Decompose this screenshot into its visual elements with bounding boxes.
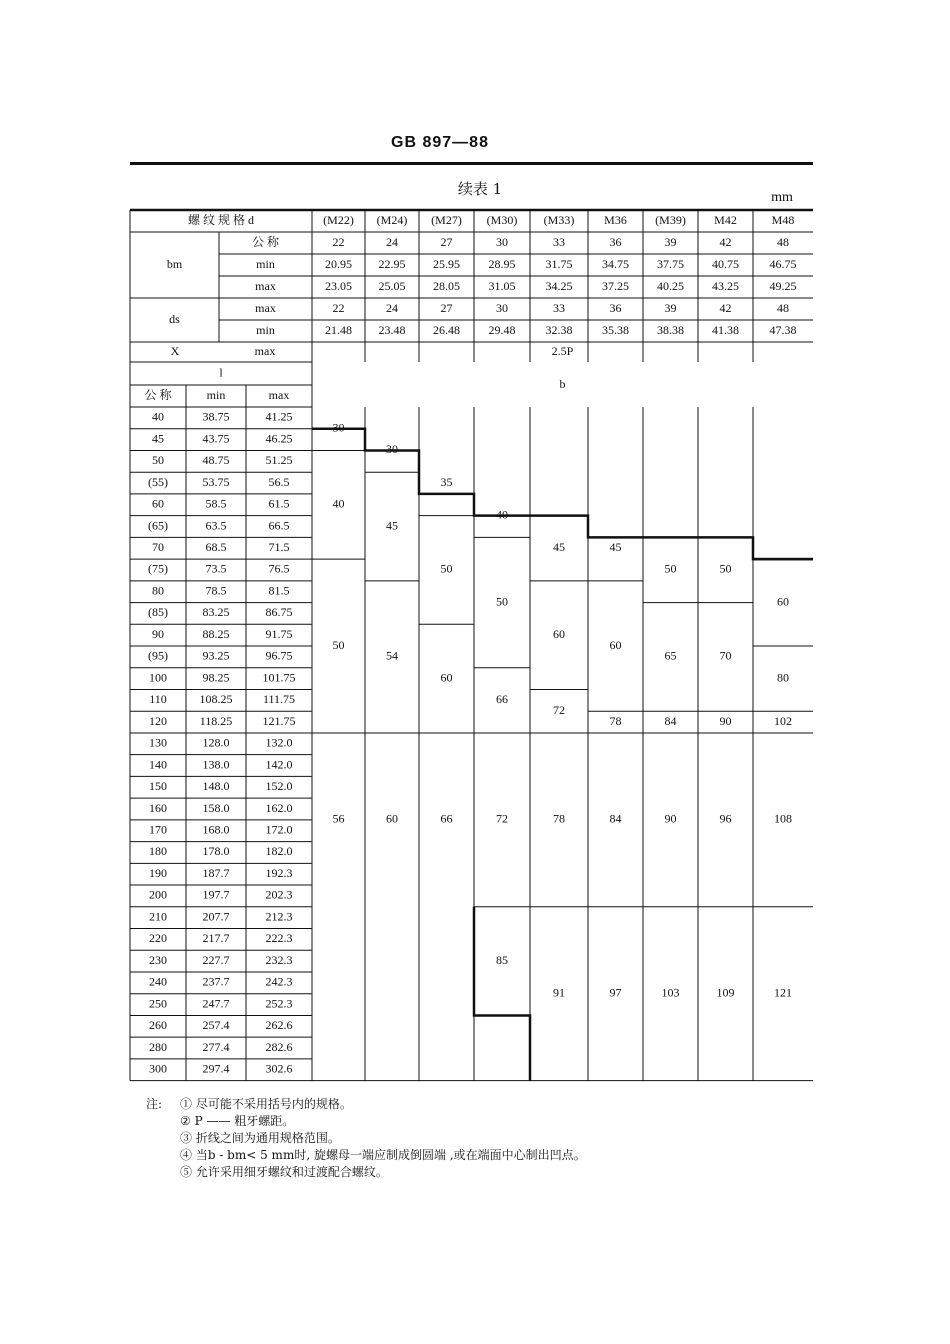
l-min: 217.7 bbox=[202, 931, 230, 946]
b-value: 109 bbox=[716, 985, 735, 1000]
bm-value: 20.95 bbox=[325, 256, 352, 271]
bm-value: 25.05 bbox=[378, 278, 406, 293]
l-col-header: min bbox=[206, 387, 226, 402]
l-max: 41.25 bbox=[265, 409, 293, 424]
l-nominal: 180 bbox=[149, 844, 167, 859]
spec-label: (M22) bbox=[323, 212, 354, 227]
note-2: ② P —— 粗牙螺距。 bbox=[180, 1114, 295, 1128]
l-nominal: 250 bbox=[149, 996, 167, 1011]
l-min: 73.5 bbox=[205, 561, 227, 576]
document-number: GB 897—88 bbox=[391, 134, 489, 151]
bm-value: 42 bbox=[719, 234, 732, 249]
b-value: 40 bbox=[496, 507, 508, 522]
ds-value: 29.48 bbox=[488, 322, 516, 337]
spec-header-label: 螺 纹 规 格 d bbox=[187, 212, 255, 227]
b-value: 65 bbox=[664, 648, 677, 663]
ds-row-label: max bbox=[255, 300, 276, 315]
b-value: 72 bbox=[496, 811, 508, 826]
l-max: 192.3 bbox=[265, 865, 293, 880]
bm-value: 40.75 bbox=[712, 256, 739, 271]
l-min: 138.0 bbox=[202, 757, 230, 772]
ds-value: 42 bbox=[719, 300, 732, 315]
l-nominal: 260 bbox=[149, 1018, 167, 1033]
note-1: ① 尽可能不采用括号内的规格。 bbox=[180, 1097, 352, 1111]
bm-value: 31.75 bbox=[545, 256, 573, 271]
l-max: 182.0 bbox=[265, 844, 293, 859]
l-min: 277.4 bbox=[202, 1039, 230, 1054]
l-nominal: 160 bbox=[149, 800, 167, 815]
bm-value: 49.25 bbox=[769, 278, 797, 293]
l-nominal: 50 bbox=[152, 453, 164, 468]
l-nominal: 230 bbox=[149, 952, 167, 967]
ds-value: 33 bbox=[553, 300, 565, 315]
l-nominal: 170 bbox=[149, 822, 167, 837]
notes-lead: 注: bbox=[146, 1097, 163, 1111]
bm-value: 28.05 bbox=[433, 278, 460, 293]
l-max: 76.5 bbox=[268, 561, 290, 576]
b-value: 50 bbox=[664, 561, 677, 576]
b-value: 60 bbox=[440, 670, 453, 685]
b-value: 60 bbox=[553, 626, 565, 641]
l-min: 53.75 bbox=[202, 474, 230, 489]
b-value: 54 bbox=[386, 648, 398, 663]
b-value: 66 bbox=[440, 811, 453, 826]
ds-value: 22 bbox=[332, 300, 345, 315]
bm-value: 39 bbox=[664, 234, 677, 249]
l-min: 207.7 bbox=[202, 909, 230, 924]
l-nominal: 40 bbox=[152, 409, 164, 424]
l-max: 252.3 bbox=[265, 996, 293, 1011]
ds-value: 24 bbox=[386, 300, 398, 315]
l-max: 46.25 bbox=[265, 431, 293, 446]
bm-value: 30 bbox=[496, 234, 508, 249]
l-max: 66.5 bbox=[268, 518, 290, 533]
bm-value: 36 bbox=[609, 234, 622, 249]
l-min: 297.4 bbox=[202, 1061, 230, 1076]
note-3: ③ 折线之间为通用规格范围。 bbox=[180, 1131, 340, 1145]
b-value: 96 bbox=[719, 811, 732, 826]
l-min: 158.0 bbox=[202, 800, 230, 815]
l-min: 118.25 bbox=[199, 713, 233, 728]
b-value: 45 bbox=[386, 518, 398, 533]
l-max: 51.25 bbox=[265, 453, 293, 468]
ds-value: 38.38 bbox=[657, 322, 684, 337]
l-min: 168.0 bbox=[202, 822, 230, 837]
l-nominal: 210 bbox=[149, 909, 167, 924]
bm-value: 22 bbox=[332, 234, 345, 249]
l-min: 178.0 bbox=[202, 844, 230, 859]
l-max: 101.75 bbox=[262, 670, 296, 685]
b-value: 91 bbox=[553, 985, 565, 1000]
l-max: 142.0 bbox=[265, 757, 293, 772]
l-nominal: 100 bbox=[149, 670, 167, 685]
bm-row-label: min bbox=[256, 256, 275, 271]
l-nominal: 190 bbox=[149, 865, 167, 880]
ds-value: 21.48 bbox=[325, 322, 352, 337]
b-value: 30 bbox=[386, 442, 398, 457]
ds-value: 30 bbox=[496, 300, 508, 315]
b-value: 50 bbox=[496, 594, 508, 609]
notes bbox=[146, 1096, 586, 1181]
b-value: 60 bbox=[609, 637, 622, 652]
l-min: 43.75 bbox=[202, 431, 230, 446]
b-value: 90 bbox=[719, 713, 732, 728]
bm-value: 31.05 bbox=[488, 278, 516, 293]
l-nominal: (55) bbox=[148, 474, 168, 489]
spec-label: M48 bbox=[771, 212, 795, 227]
l-max: 86.75 bbox=[265, 605, 293, 620]
note-4: ④ 当b - bm< 5 mm时, 旋螺母一端应制成倒圆端 ,或在端面中心制出凹点。 bbox=[180, 1148, 586, 1162]
spec-label: (M24) bbox=[376, 212, 408, 227]
l-nominal: 280 bbox=[149, 1039, 167, 1054]
l-min: 187.7 bbox=[202, 865, 230, 880]
l-label: l bbox=[219, 365, 223, 380]
bm-value: 28.95 bbox=[488, 256, 516, 271]
b-value: 60 bbox=[777, 594, 789, 609]
l-max: 132.0 bbox=[265, 735, 293, 750]
l-col-header: max bbox=[268, 387, 290, 402]
bm-value: 23.05 bbox=[325, 278, 352, 293]
table-caption: 续表 1 bbox=[457, 180, 503, 198]
bm-value: 40.25 bbox=[657, 278, 684, 293]
b-value: 78 bbox=[609, 713, 622, 728]
l-nominal: 120 bbox=[149, 713, 167, 728]
b-value: 60 bbox=[386, 811, 398, 826]
l-min: 68.5 bbox=[205, 539, 227, 554]
l-nominal: 80 bbox=[152, 583, 164, 598]
l-max: 172.0 bbox=[265, 822, 293, 837]
l-max: 96.75 bbox=[265, 648, 293, 663]
ds-value: 39 bbox=[664, 300, 677, 315]
b-value: 80 bbox=[777, 670, 789, 685]
l-nominal: 70 bbox=[152, 539, 164, 554]
spec-label: (M30) bbox=[486, 212, 518, 227]
l-min: 58.5 bbox=[205, 496, 227, 511]
bm-value: 24 bbox=[386, 234, 398, 249]
l-max: 242.3 bbox=[265, 974, 293, 989]
l-min: 128.0 bbox=[202, 735, 230, 750]
l-max: 91.75 bbox=[265, 626, 293, 641]
bm-value: 34.25 bbox=[545, 278, 573, 293]
b-value: 45 bbox=[609, 539, 622, 554]
lower-fold-line bbox=[474, 907, 530, 1081]
l-min: 227.7 bbox=[202, 952, 230, 967]
l-max: 111.75 bbox=[262, 692, 296, 707]
b-value: 85 bbox=[496, 952, 508, 967]
l-min: 93.25 bbox=[202, 648, 230, 663]
ds-value: 41.38 bbox=[712, 322, 739, 337]
b-value: 121 bbox=[774, 985, 792, 1000]
x-label: X bbox=[170, 343, 180, 358]
l-max: 302.6 bbox=[265, 1061, 293, 1076]
x-value: 2.5P bbox=[551, 343, 574, 358]
l-min: 63.5 bbox=[205, 518, 227, 533]
l-max: 61.5 bbox=[268, 496, 290, 511]
spec-label: M42 bbox=[714, 212, 737, 227]
l-min: 257.4 bbox=[202, 1018, 230, 1033]
ds-value: 27 bbox=[440, 300, 453, 315]
b-value: 84 bbox=[664, 713, 677, 728]
bm-value: 33 bbox=[553, 234, 565, 249]
l-max: 202.3 bbox=[265, 887, 293, 902]
l-min: 78.5 bbox=[205, 583, 227, 598]
l-max: 81.5 bbox=[268, 583, 290, 598]
b-label: b bbox=[559, 376, 566, 391]
l-max: 222.3 bbox=[265, 931, 293, 946]
x-sub-label: max bbox=[254, 343, 276, 358]
ds-row-label: min bbox=[256, 322, 275, 337]
l-max: 56.5 bbox=[268, 474, 290, 489]
l-min: 38.75 bbox=[202, 409, 230, 424]
l-nominal: (75) bbox=[148, 561, 168, 576]
l-col-header: 公 称 bbox=[144, 387, 172, 402]
note-5: ⑤ 允许采用细牙螺纹和过渡配合螺纹。 bbox=[180, 1165, 388, 1179]
bm-value: 37.25 bbox=[602, 278, 629, 293]
bm-row-label: max bbox=[255, 278, 276, 293]
l-nominal: (85) bbox=[148, 605, 168, 620]
unit-label: mm bbox=[771, 190, 793, 205]
bm-value: 22.95 bbox=[378, 256, 406, 271]
ds-value: 47.38 bbox=[769, 322, 797, 337]
b-value: 90 bbox=[664, 811, 677, 826]
b-value: 50 bbox=[440, 561, 453, 576]
l-nominal: (65) bbox=[148, 518, 168, 533]
l-min: 197.7 bbox=[202, 887, 230, 902]
ds-value: 48 bbox=[777, 300, 789, 315]
b-value: 66 bbox=[496, 692, 508, 707]
b-value: 70 bbox=[719, 648, 732, 663]
l-nominal: 150 bbox=[149, 779, 167, 794]
b-value: 78 bbox=[553, 811, 565, 826]
bm-row-label: 公 称 bbox=[251, 234, 280, 249]
l-max: 212.3 bbox=[265, 909, 293, 924]
spec-label: (M27) bbox=[431, 212, 462, 227]
b-value: 50 bbox=[332, 637, 345, 652]
bm-value: 27 bbox=[440, 234, 453, 249]
spec-label: (M39) bbox=[655, 212, 686, 227]
l-nominal: 220 bbox=[149, 931, 167, 946]
ds-value: 35.38 bbox=[602, 322, 629, 337]
bm-value: 48 bbox=[777, 234, 789, 249]
b-value: 97 bbox=[609, 985, 622, 1000]
l-min: 98.25 bbox=[202, 670, 230, 685]
l-max: 162.0 bbox=[265, 800, 293, 815]
b-value: 108 bbox=[774, 811, 792, 826]
ds-value: 36 bbox=[609, 300, 622, 315]
ds-value: 26.48 bbox=[433, 322, 460, 337]
bm-label: bm bbox=[166, 256, 183, 271]
b-value: 35 bbox=[440, 474, 453, 489]
bm-value: 34.75 bbox=[602, 256, 629, 271]
l-nominal: 240 bbox=[149, 974, 167, 989]
b-value: 40 bbox=[332, 496, 345, 511]
spec-label: (M33) bbox=[543, 212, 575, 227]
l-max: 121.75 bbox=[262, 713, 296, 728]
l-nominal: 90 bbox=[152, 626, 164, 641]
bm-value: 43.25 bbox=[712, 278, 739, 293]
l-max: 262.6 bbox=[265, 1018, 293, 1033]
ds-value: 23.48 bbox=[378, 322, 406, 337]
l-max: 232.3 bbox=[265, 952, 293, 967]
l-nominal: 45 bbox=[152, 431, 164, 446]
bm-value: 37.75 bbox=[657, 256, 684, 271]
l-min: 48.75 bbox=[202, 453, 230, 468]
l-nominal: (95) bbox=[148, 648, 168, 663]
b-value: 102 bbox=[774, 713, 792, 728]
l-max: 282.6 bbox=[265, 1039, 293, 1054]
l-nominal: 110 bbox=[149, 692, 167, 707]
spec-label: M36 bbox=[604, 212, 627, 227]
l-min: 148.0 bbox=[202, 779, 230, 794]
l-max: 152.0 bbox=[265, 779, 293, 794]
bm-value: 46.75 bbox=[769, 256, 797, 271]
l-min: 83.25 bbox=[202, 605, 230, 620]
b-value: 103 bbox=[661, 985, 680, 1000]
l-min: 108.25 bbox=[199, 692, 233, 707]
l-min: 88.25 bbox=[202, 626, 230, 641]
b-value: 84 bbox=[609, 811, 622, 826]
l-nominal: 60 bbox=[152, 496, 164, 511]
b-value: 56 bbox=[332, 811, 345, 826]
b-value: 50 bbox=[719, 561, 732, 576]
l-nominal: 200 bbox=[149, 887, 167, 902]
ds-value: 32.38 bbox=[545, 322, 573, 337]
l-min: 237.7 bbox=[202, 974, 230, 989]
l-max: 71.5 bbox=[268, 539, 290, 554]
l-nominal: 140 bbox=[149, 757, 167, 772]
b-value: 45 bbox=[553, 539, 565, 554]
ds-label: ds bbox=[169, 311, 180, 326]
l-nominal: 300 bbox=[149, 1061, 167, 1076]
l-nominal: 130 bbox=[149, 735, 167, 750]
l-min: 247.7 bbox=[202, 996, 230, 1011]
bm-value: 25.95 bbox=[433, 256, 460, 271]
b-value: 30 bbox=[332, 420, 345, 435]
b-value: 72 bbox=[553, 702, 565, 717]
